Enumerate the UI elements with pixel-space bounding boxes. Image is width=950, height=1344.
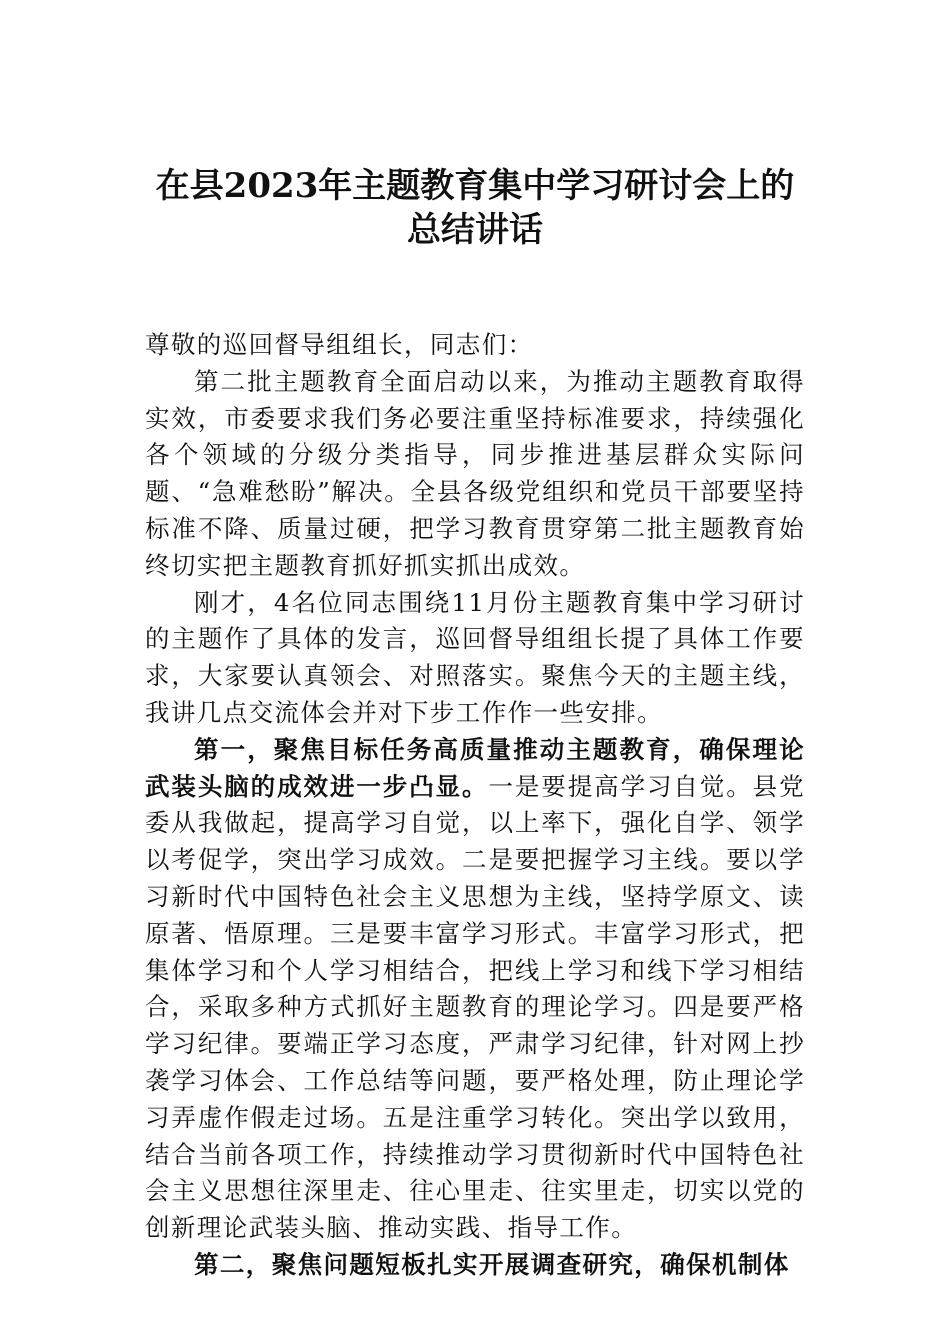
document-body: [145, 327, 805, 1284]
salutation: 尊敬的巡回督导组组长，同志们：: [145, 330, 534, 359]
paragraph-text: 第二批主题教育全面启动以来，为推动主题教育取得实效，市委要求我们务必要注重坚持标准要求，持续强化各个领域的分级分类指导，同步推进基层群众实际问题、“急难愁盼”解决。全县各级党组织和党员干部要坚持标准不降、质量过硬，把学习教育贯穿第二批主题教育始终切实把主题教育抓好抓实抓出成效。: [145, 366, 805, 580]
paragraph-text: 一是要提高学习自觉。县党委从我做起，提高学习自觉，以上率下，强化自学、领学以考促学，突出学习成效。二是要把握学习主线。要以学习新时代中国特色社会主义思想为主线，坚持学原文、读原著、悟原理。三是要丰富学习形式。丰富学习形式，把集体学习和个人学习相结合，把线上学习和线下学习相结合，采取多种方式抓好主题教育的理论学习。四是要严格学习纪律。要端正学习态度，严肃学习纪律，针对网上抄袭学习体会、工作总结等问题，要严格处理，防止理论学习弄虚作假走过场。五是注重学习转化。突出学以致用，结合当前各项工作，持续推动学习贯彻新时代中国特色社会主义思想往深里走、往心里走、往实里走，切实以党的创新理论武装头脑、推动实践、指导工作。: [145, 771, 805, 1243]
document-title-line-1: 在县2023年主题教育集中学习研讨会上的: [155, 166, 795, 206]
paragraph-intro: [145, 364, 805, 585]
paragraph-review: [145, 585, 805, 732]
paragraph-point-two: [145, 1247, 805, 1284]
paragraph-heading: 第二，聚焦问题短板扎实开展调查研究，确保机制体: [194, 1249, 790, 1279]
paragraph-text: 刚才，4名位同志围绕11月份主题教育集中学习研讨的主题作了具体的发言，巡回督导组组长提了具体工作要求，大家要认真领会、对照落实。聚焦今天的主题主线，我讲几点交流体会并对下步工作作一些安排。: [145, 587, 805, 727]
paragraph-heading: 第一，聚焦目标任务高质量推动主题教育，确保理论武装头脑的成效进一步凸显。: [145, 734, 805, 801]
document-title-line-2: 总结讲话: [407, 210, 543, 250]
paragraph-point-one: [145, 732, 805, 1247]
